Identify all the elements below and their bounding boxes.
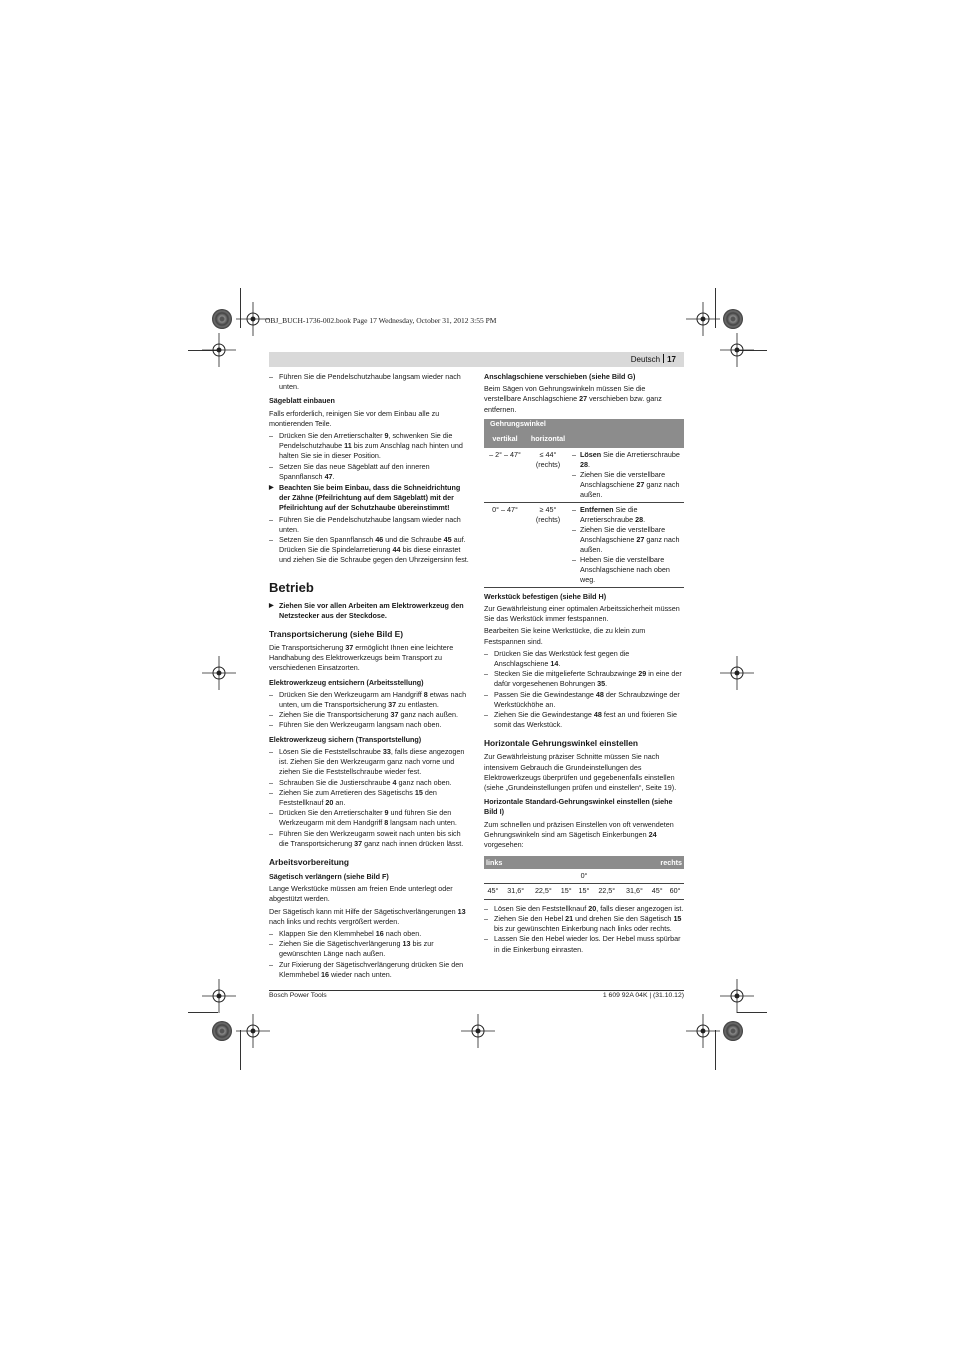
list-item: – Klappen Sie den Klemmhebel 16 nach oben. bbox=[269, 929, 469, 939]
subsection-heading: Elektrowerkzeug sichern (Transportstellung) bbox=[269, 734, 422, 744]
section-heading: Anschlagschiene verschieben (siehe Bild G) bbox=[484, 372, 636, 381]
list-item: – Lösen Sie den Feststellknauf 20, falls dieser angezogen ist. bbox=[484, 904, 684, 914]
right-column bbox=[484, 372, 684, 955]
list-item: – Führen Sie den Werkzeugarm langsam nach oben. bbox=[269, 720, 469, 730]
header-language: Deutsch bbox=[630, 355, 661, 364]
table-cell: 22,5° bbox=[530, 884, 558, 899]
table-row bbox=[484, 448, 684, 503]
section-heading: Sägeblatt einbauen bbox=[269, 396, 335, 406]
table-cell: – Lösen Sie die Arretierschraube 28. – Ziehen Sie die verstellbare Anschlagschiene 27 ganz nach außen. bbox=[570, 448, 684, 503]
registration-mark-icon bbox=[686, 1014, 720, 1048]
list-item: – Führen Sie den Werkzeugarm soweit nach unten bis sich die Transportsicherung 37 ganz nach innen drücken lässt. bbox=[269, 829, 469, 849]
table-cell: 60° bbox=[666, 884, 684, 899]
column-header bbox=[570, 432, 684, 448]
list-item: – Ziehen Sie zum Arretieren des Sägetischs 15 den Feststellknauf 20 an. bbox=[269, 788, 469, 808]
page-header-label bbox=[631, 352, 684, 367]
list-item: – Drücken Sie den Arretierschalter 9, schwenken Sie die Pendelschutzhaube 11 bis zum Anschlag nach hinten und halten Sie sie in dieser Position. bbox=[269, 431, 469, 462]
subsection-heading: Horizontale Standard-Gehrungswinkel einstellen (siehe Bild I) bbox=[484, 797, 673, 817]
page-header bbox=[269, 352, 684, 367]
section-heading: Arbeitsvorbereitung bbox=[269, 856, 350, 867]
paragraph: Beim Sägen von Gehrungswinkeln müssen Sie die verstellbare Anschlagschiene 27 verschieben bzw. ganz entfernen. bbox=[484, 384, 662, 414]
paragraph: Zum schnellen und präzisen Einstellen von oft verwendeten Gehrungswinkeln sind am Sägetisch Einkerbungen 24 vorgesehen: bbox=[484, 819, 674, 850]
warning-note: ▶ Ziehen Sie vor allen Arbeiten am Elektrowerkzeug den Netzstecker aus der Steckdose. bbox=[269, 601, 469, 621]
left-column bbox=[269, 372, 469, 980]
table-cell: 22,5° bbox=[593, 884, 621, 899]
table-row bbox=[484, 884, 684, 899]
registration-mark-icon bbox=[686, 302, 720, 336]
table-cell: – 2° – 47° bbox=[484, 448, 526, 503]
table-cell: 0° – 47° bbox=[484, 502, 526, 587]
table-row bbox=[484, 502, 684, 587]
section-heading: Werkstück befestigen (siehe Bild H) bbox=[484, 591, 607, 601]
column-header: vertikal bbox=[484, 432, 526, 448]
list-item: – Lassen Sie den Hebel wieder los. Der Hebel muss spürbar in die Einkerbung einrasten. bbox=[484, 934, 684, 954]
color-bar-dial bbox=[212, 309, 232, 329]
list-item: – Ziehen Sie den Hebel 21 und drehen Sie den Sägetisch 15 bis zur gewünschten Einkerbung nach links oder rechts. bbox=[484, 914, 684, 934]
registration-mark-icon bbox=[202, 333, 236, 367]
table-cell: 0° bbox=[484, 869, 684, 884]
list-item: – Setzen Sie das neue Sägeblatt auf den inneren Spannflansch 47. bbox=[269, 462, 469, 482]
paragraph: Zur Gewährleistung einer optimalen Arbeitssicherheit müssen Sie das Werkstück immer festspannen. bbox=[484, 604, 680, 624]
list-item: – Ziehen Sie die Sägetischverlängerung 13 bis zur gewünschten Länge nach außen. bbox=[269, 939, 469, 959]
paragraph: Die Transportsicherung 37 ermöglicht Ihnen eine leichtere Handhabung des Elektrowerkzeugs beim Transport zu verschiedenen Einsatzorten. bbox=[269, 643, 454, 673]
registration-mark-icon bbox=[202, 979, 236, 1013]
miter-angle-table bbox=[484, 419, 684, 588]
table-cell: 15° bbox=[557, 884, 575, 899]
table-title: Gehrungswinkel bbox=[484, 419, 684, 432]
list-item: – Passen Sie die Gewindestange 48 der Schraubzwinge der Werkstückhöhe an. bbox=[484, 690, 684, 710]
color-bar-dial bbox=[212, 1021, 232, 1041]
footer-rule bbox=[269, 990, 684, 991]
paragraph: Falls erforderlich, reinigen Sie vor dem Einbau alle zu montierenden Teile. bbox=[269, 408, 440, 428]
subsection-heading: Elektrowerkzeug entsichern (Arbeitsstellung) bbox=[269, 677, 424, 687]
chapter-title: Betrieb bbox=[269, 579, 314, 595]
footer-brand: Bosch Power Tools bbox=[269, 992, 327, 999]
table-cell: ≤ 44° (rechts) bbox=[526, 448, 570, 503]
list-item: – Stecken Sie die mitgelieferte Schraubzwinge 29 in eine der dafür vorgesehenen Bohrungen 35. bbox=[484, 669, 684, 689]
registration-mark-icon bbox=[236, 302, 270, 336]
list-item: – Drücken Sie den Arretierschalter 9 und führen Sie den Werkzeugarm mit dem Handgriff 8 langsam nach unten. bbox=[269, 808, 469, 828]
list-item: – Führen Sie die Pendelschutzhaube langsam wieder nach unten. bbox=[269, 515, 469, 535]
registration-mark-icon bbox=[720, 333, 754, 367]
column-header: horizontal bbox=[526, 432, 570, 448]
page-number: 17 bbox=[667, 355, 676, 364]
color-bar-dial bbox=[723, 309, 743, 329]
color-bar-dial bbox=[723, 1021, 743, 1041]
list-item: – Ziehen Sie die Gewindestange 48 fest an und fixieren Sie somit das Werkstück. bbox=[484, 710, 684, 730]
footer-docnumber: 1 609 92A 04K | (31.10.12) bbox=[602, 992, 684, 999]
subsection-heading: Sägetisch verlängern (siehe Bild F) bbox=[269, 871, 389, 881]
column-header: links bbox=[484, 856, 575, 869]
paragraph: Der Sägetisch kann mit Hilfe der Sägetischverlängerungen 13 nach links und rechts vergrößert werden. bbox=[269, 906, 466, 926]
warning-note: ▶ Beachten Sie beim Einbau, dass die Schneidrichtung der Zähne (Pfeilrichtung auf dem Sägeblatt) mit der Pfeilrichtung auf der Schutzhaube übereinstimmt! bbox=[269, 483, 469, 514]
registration-mark-icon bbox=[202, 656, 236, 690]
table-cell: 45° bbox=[648, 884, 666, 899]
registration-mark-icon bbox=[720, 979, 754, 1013]
table-cell: – Entfernen Sie die Arretierschraube 28. – Ziehen Sie die verstellbare Anschlagschiene 27 ganz nach außen. – Heben Sie die verstellbare Anschlagschiene nach oben weg. bbox=[570, 502, 684, 587]
registration-mark-icon bbox=[461, 1014, 495, 1048]
print-slug: OBJ_BUCH-1736-002.book Page 17 Wednesday, October 31, 2012 3:55 PM bbox=[265, 316, 497, 325]
paragraph: Zur Gewährleistung präziser Schnitte müssen Sie nach intensivem Gebrauch die Grundeinstellungen des Elektrowerkzeugs überprüfen und gegebenenfalls einstellen (siehe „Grundeinstellungen prüfen und einstellen“, Seite 19). bbox=[484, 752, 677, 793]
table-cell: ≥ 45° (rechts) bbox=[526, 502, 570, 587]
notch-angle-table bbox=[484, 856, 684, 899]
list-item: – Drücken Sie das Werkstück fest gegen die Anschlagschiene 14. bbox=[484, 649, 684, 669]
registration-mark-icon bbox=[236, 1014, 270, 1048]
list-item: – Schrauben Sie die Justierschraube 4 ganz nach oben. bbox=[269, 778, 469, 788]
list-item: – Lösen Sie die Feststellschraube 33, falls diese angezogen ist. Ziehen Sie den Werkzeugarm ganz nach vorne und ziehen Sie die Feststellschraube wieder fest. bbox=[269, 747, 469, 778]
section-heading: Horizontale Gehrungswinkel einstellen bbox=[484, 738, 639, 749]
list-item: – Zur Fixierung der Sägetischverlängerung drücken Sie den Klemmhebel 16 wieder nach unten. bbox=[269, 960, 469, 980]
registration-mark-icon bbox=[720, 656, 754, 690]
list-item: – Führen Sie die Pendelschutzhaube langsam wieder nach unten. bbox=[269, 372, 469, 392]
table-cell: 31,6° bbox=[502, 884, 530, 899]
table-cell: 45° bbox=[484, 884, 502, 899]
table-cell: 15° bbox=[575, 884, 593, 899]
table-cell: 31,6° bbox=[621, 884, 649, 899]
paragraph: Bearbeiten Sie keine Werkstücke, die zu klein zum Festspannen sind. bbox=[484, 626, 646, 646]
section-heading: Transportsicherung (siehe Bild E) bbox=[269, 629, 404, 640]
list-item: – Drücken Sie den Werkzeugarm am Handgriff 8 etwas nach unten, um die Transportsicherung 37 zu entlasten. bbox=[269, 690, 469, 710]
paragraph: Lange Werkstücke müssen am freien Ende unterlegt oder abgestützt werden. bbox=[269, 884, 453, 904]
column-header: rechts bbox=[593, 856, 684, 869]
list-item: – Ziehen Sie die Transportsicherung 37 ganz nach außen. bbox=[269, 710, 469, 720]
list-item: – Setzen Sie den Spannflansch 46 und die Schraube 45 auf. Drücken Sie die Spindelarretierung 44 bis diese einrastet und ziehen Sie die Schraube gegen den Uhrzeigersinn fest. bbox=[269, 535, 469, 566]
